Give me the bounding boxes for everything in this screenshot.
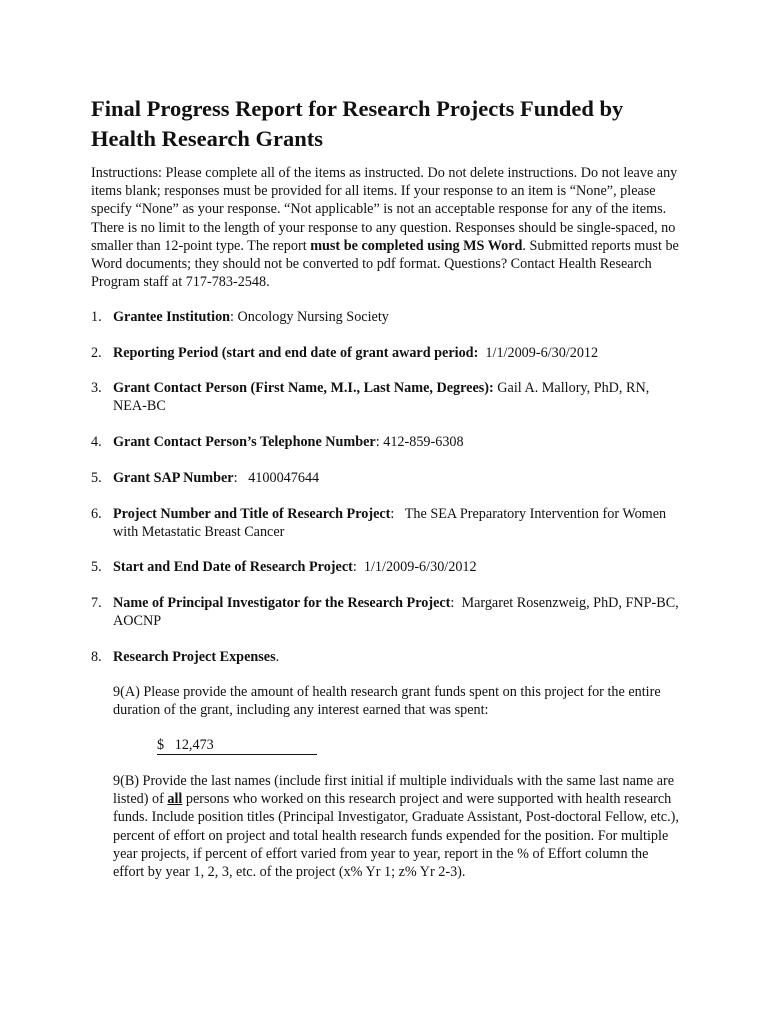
item-number: 5. xyxy=(91,559,102,575)
instructions-text: Instructions: Please complete all of the items as instructed. Do not delete instructions. Do not leave any items blank; responses must be provided for all items. If your response to an item is “None”, please specify “None” as your response. “Not applicable” is not an acceptable response for any of the items. There is no limit to the length of your response to any question. Responses should be single-spaced, no smaller than 12-point type. The report xyxy=(91,165,678,254)
instructions-text-end: . Submitted reports must be Word documents; they should not be converted to pdf format. Questions? Contact Health Research Program staff at 717-783-2548. xyxy=(91,237,679,291)
item-value: 1/1/2009-6/30/2012 xyxy=(485,345,599,361)
item-label: Reporting Period (start and end date of grant award period: xyxy=(113,345,479,361)
item-separator: : xyxy=(230,309,238,325)
item-value: 1/1/2009-6/30/2012 xyxy=(363,559,477,575)
item-separator: : xyxy=(390,506,405,522)
instructions-bold-text: must be completed using MS Word xyxy=(310,237,523,254)
item-value: Gail A. Mallory, PhD, RN, NEA-BC xyxy=(113,380,650,414)
item-value: Margaret Rosenzweig, PhD, FNP-BC, AOCNP xyxy=(113,595,679,629)
item-separator: : xyxy=(375,434,384,450)
item-label: Project Number and Title of Research Project xyxy=(113,506,391,522)
item-value: 4100047644 xyxy=(248,470,320,486)
title-line-1: Final Progress Report for Research Projects Funded by xyxy=(91,96,624,121)
item-value: Oncology Nursing Society xyxy=(237,309,389,325)
item-value: 412-859-6308 xyxy=(383,434,464,450)
item-number: 5. xyxy=(91,470,102,486)
item-number: 8. xyxy=(91,649,102,665)
item-separator: : xyxy=(233,470,249,486)
item-label: Grant Contact Person (First Name, M.I., Last Name, Degrees): xyxy=(113,380,494,396)
item-separator: . xyxy=(275,649,280,665)
question-9b-text-end: persons who worked on this research project and were supported with health research funds. Include position titles (Principal Investigator, Graduate Assistant, Post-doctoral Fellow, etc.), percent of effort on project and total health research funds expended for the position. For multiple year projects, if percent of effort varied from year to year, report in the % of Effort column the effort by year 1, 2, 3, etc. of the project (x% Yr 1; z% Yr 2-3). xyxy=(113,791,679,881)
title-line-2: Health Research Grants xyxy=(91,126,324,151)
amount-field xyxy=(157,736,317,755)
item-number: 3. xyxy=(91,380,102,396)
item-number: 4. xyxy=(91,434,102,450)
item-value: The SEA Preparatory Intervention for Women with Metastatic Breast Cancer xyxy=(113,506,667,540)
question-9b-emphasis: all xyxy=(167,791,183,808)
item-label: Start and End Date of Research Project xyxy=(113,559,353,575)
item-separator: : xyxy=(450,595,462,611)
item-number: 1. xyxy=(91,309,102,325)
amount-value: $ 12,473 xyxy=(157,737,214,753)
item-number: 7. xyxy=(91,595,102,611)
question-9b xyxy=(113,772,681,881)
item-label: Grant SAP Number xyxy=(113,470,234,486)
item-separator: : xyxy=(352,559,364,575)
page-title xyxy=(91,94,691,154)
item-label: Grant Contact Person’s Telephone Number xyxy=(113,434,376,450)
item-label: Research Project Expenses xyxy=(113,649,276,665)
item-label: Name of Principal Investigator for the Research Project xyxy=(113,595,451,611)
instructions-paragraph xyxy=(91,164,681,291)
question-9b-text: 9(B) Provide the last names (include first initial if multiple individuals with the same last name are listed) of xyxy=(113,773,675,808)
question-9a: 9(A) Please provide the amount of health research grant funds spent on this project for the entire duration of the grant, including any interest earned that was spent: xyxy=(113,684,661,719)
item-number: 6. xyxy=(91,506,102,522)
item-number: 2. xyxy=(91,345,102,361)
item-label: Grantee Institution xyxy=(113,309,231,325)
